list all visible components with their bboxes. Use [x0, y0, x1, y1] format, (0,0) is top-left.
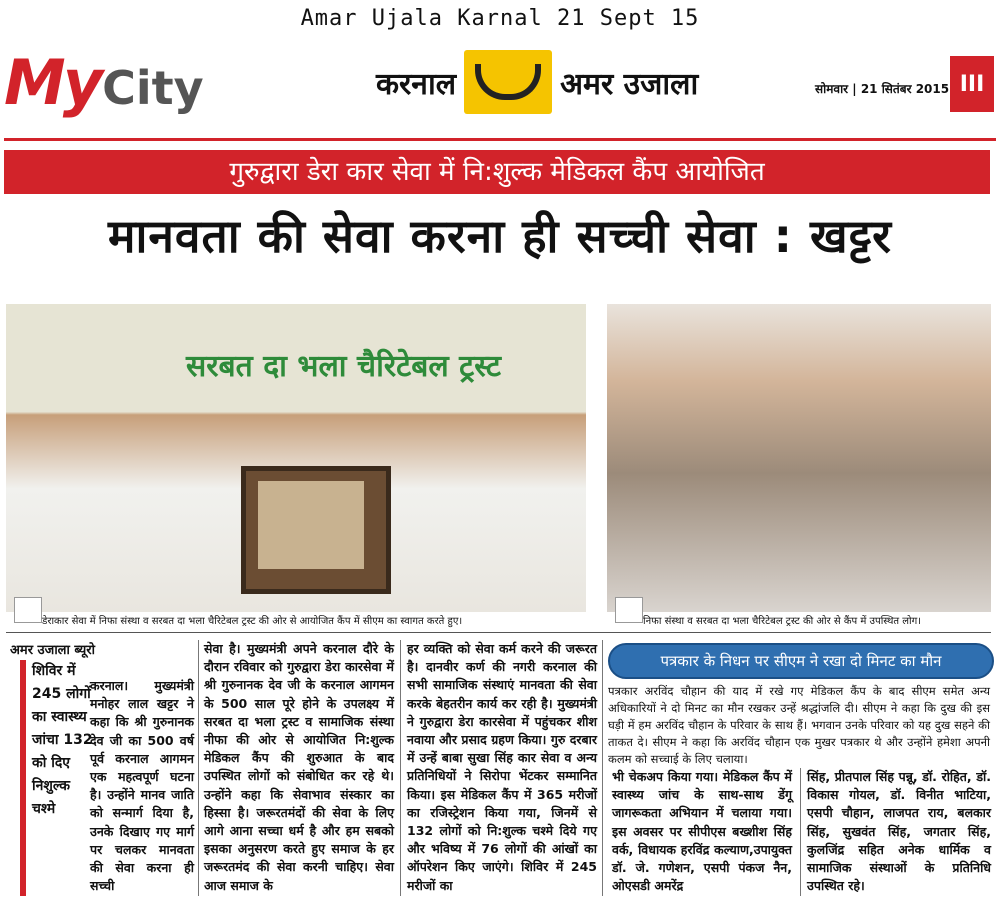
clipping-source-caption: Amar Ujala Karnal 21 Sept 15 — [300, 6, 700, 31]
masthead — [0, 42, 1000, 142]
article-column-3: हर व्यक्ति को सेवा कर्म करने की जरूरत है। दानवीर कर्ण की नगरी करनाल की सभी सामाजिक संस्थाएं मानवता की सेवा करके बेहतरीन कार्य कर रही है। मुख्यमंत्री ने गुरुद्वारा डेरा कारसेवा में पहुंचकर शीश नवाया और प्रसाद ग्रहण किया। गुरु दरबार में उन्हें बाबा सुखा सिंह कार सेवा व अन्य प्रतिनिधियों ने सिरोपा भेंटकर सम्मानित किया। इस मेडिकल कैंप में 365 मरीजों का रजिस्ट्रेशन किया गया, जिनमें से 132 लोगों को नि:शुल्क चश्मे दिये गए और भविष्य में 76 लोगों की आंखों का ऑपरेशन किए जाएंगे। शिविर में 245 मरीजों का — [407, 641, 597, 893]
dateline: सोमवार | 21 सितंबर 2015 — [815, 82, 950, 96]
highlight-box: शिविर में 245 लोगों का स्वास्थ्य जांचा 132 को दिए निशुल्क चश्मे — [20, 660, 94, 896]
photo-corner-icon — [615, 597, 643, 623]
logo-city: City — [102, 61, 204, 115]
article-column-2: सेवा है। मुख्यमंत्री अपने करनाल दौरे के दौरान रविवार को गुरुद्वारा डेरा कारसेवा में श्री गुरुनानक देव जी के करनाल आगमन के 500 साल पूरे होने के उपलक्ष्य में सरबत दा भला ट्रस्ट व सामाजिक संस्था नीफा की ओर से आयोजित नि:शुल्क मेडिकल कैंप की शुरुआत के बाद उपस्थित लोगों को संबोधित कर रहे थे। उन्होंने कहा कि सेवाभाव संस्कार का हिस्सा है। जरूरतमंदों की सेवा के लिए आगे आना सच्चा धर्म है और हम सबको इसका अनुसरण करते हुए समाज के हर जरूरतमंद की सेवा करनी चाहिए। सेवा आज समाज के — [204, 641, 394, 893]
city-name: करनाल — [376, 66, 457, 102]
page-tag: III — [950, 56, 994, 112]
photo-caption-left: डेराकार सेवा में निफा संस्था व सरबत दा भला चैरिटेबल ट्रस्ट की ओर से आयोजित कैंप में सीएम का स्वागत करते हुए। — [42, 616, 463, 627]
photo-corner-icon — [14, 597, 42, 623]
photo-audience — [607, 304, 991, 612]
headline: मानवता की सेवा करना ही सच्ची सेवा : खट्टर — [107, 209, 892, 263]
article-column-4: भी चेकअप किया गया। मेडिकल कैंप में स्वास्थ्य जांच के साथ-साथ डेंगू जागरूकता अभियान में चलाया गया। इस अवसर पर सीपीएस बख्शीश सिंह वर्क, विधायक हरविंद्र कल्याण,उपायुक्त डॉ. जे. गणेशन, एसपी पंकज नैन, ओएसडी अमरेंद्र — [612, 769, 792, 894]
divider — [6, 632, 991, 633]
column-rule — [602, 640, 603, 896]
column-rule — [800, 768, 801, 896]
masthead-rule — [4, 138, 996, 141]
column-rule — [400, 640, 401, 896]
box-text: पत्रकार अरविंद चौहान की याद में रखे गए मेडिकल कैंप के बाद सीएम समेत अन्य अधिकारियों ने दो मिनट का मौन रखकर उन्हें श्रद्धांजलि दी। सीएम ने कहा कि दुख की इस घड़ी में हम अरविंद चौहान के परिवार के साथ हैं। भगवान उनके परिवार को यह दुख सहने की ताकत दे। सीएम ने कहा कि अरविंद चौहान एक मुखर पत्रकार थे और उन्होंने हमेशा अपनी कलम को सच्चाई के लिए चलाया। — [608, 684, 990, 766]
subheadline: गुरुद्वारा डेरा कार सेवा में नि:शुल्क मेडिकल कैंप आयोजित — [4, 150, 990, 194]
column-rule — [198, 640, 199, 896]
paper-name: अमर उजाला — [560, 66, 699, 102]
logo-my: My — [4, 46, 101, 119]
paper-title — [376, 50, 698, 114]
photo-cm-welcome — [6, 304, 586, 612]
article-column-1: करनाल। मुख्यमंत्री मनोहर लाल खट्टर ने कहा कि श्री गुरुनानक देव जी का 500 वर्ष पूर्व करनाल आगमन एक महत्वपूर्ण घटना है। उन्होंने मानव जाति को सन्मार्ग दिया है, उनके दिखाए गए मार्ग पर चलकर मानवता की सेवा करना ही सच्ची — [90, 678, 194, 894]
article-column-5: सिंह, प्रीतपाल सिंह पन्नू, डॉ. रोहित, डॉ. विकास गोयल, डॉ. विनीत भाटिया, एसपी चौहान, लाजपत राय, बलकार सिंह, सुखवंत सिंह, जगतार सिंह, कुलजिंद्र सहित अनेक धार्मिक व सामाजिक संस्थाओं के प्रतिनिधि उपस्थित रहे। — [807, 769, 991, 894]
my-city-logo — [4, 46, 204, 119]
amar-ujala-emblem-icon — [464, 50, 552, 114]
photo-banner-text: सरबत दा भला चैरिटेबल ट्रस्ट — [186, 349, 502, 384]
photo-caption-right: निफा संस्था व सरबत दा भला चैरिटेबल ट्रस्ट की ओर से कैंप में उपस्थित लोग। — [643, 616, 922, 627]
bureau-byline: अमर उजाला ब्यूरो — [10, 643, 95, 658]
box-heading: पत्रकार के निधन पर सीएम ने रखा दो मिनट का मौन — [608, 643, 994, 679]
framed-portrait — [241, 466, 391, 594]
